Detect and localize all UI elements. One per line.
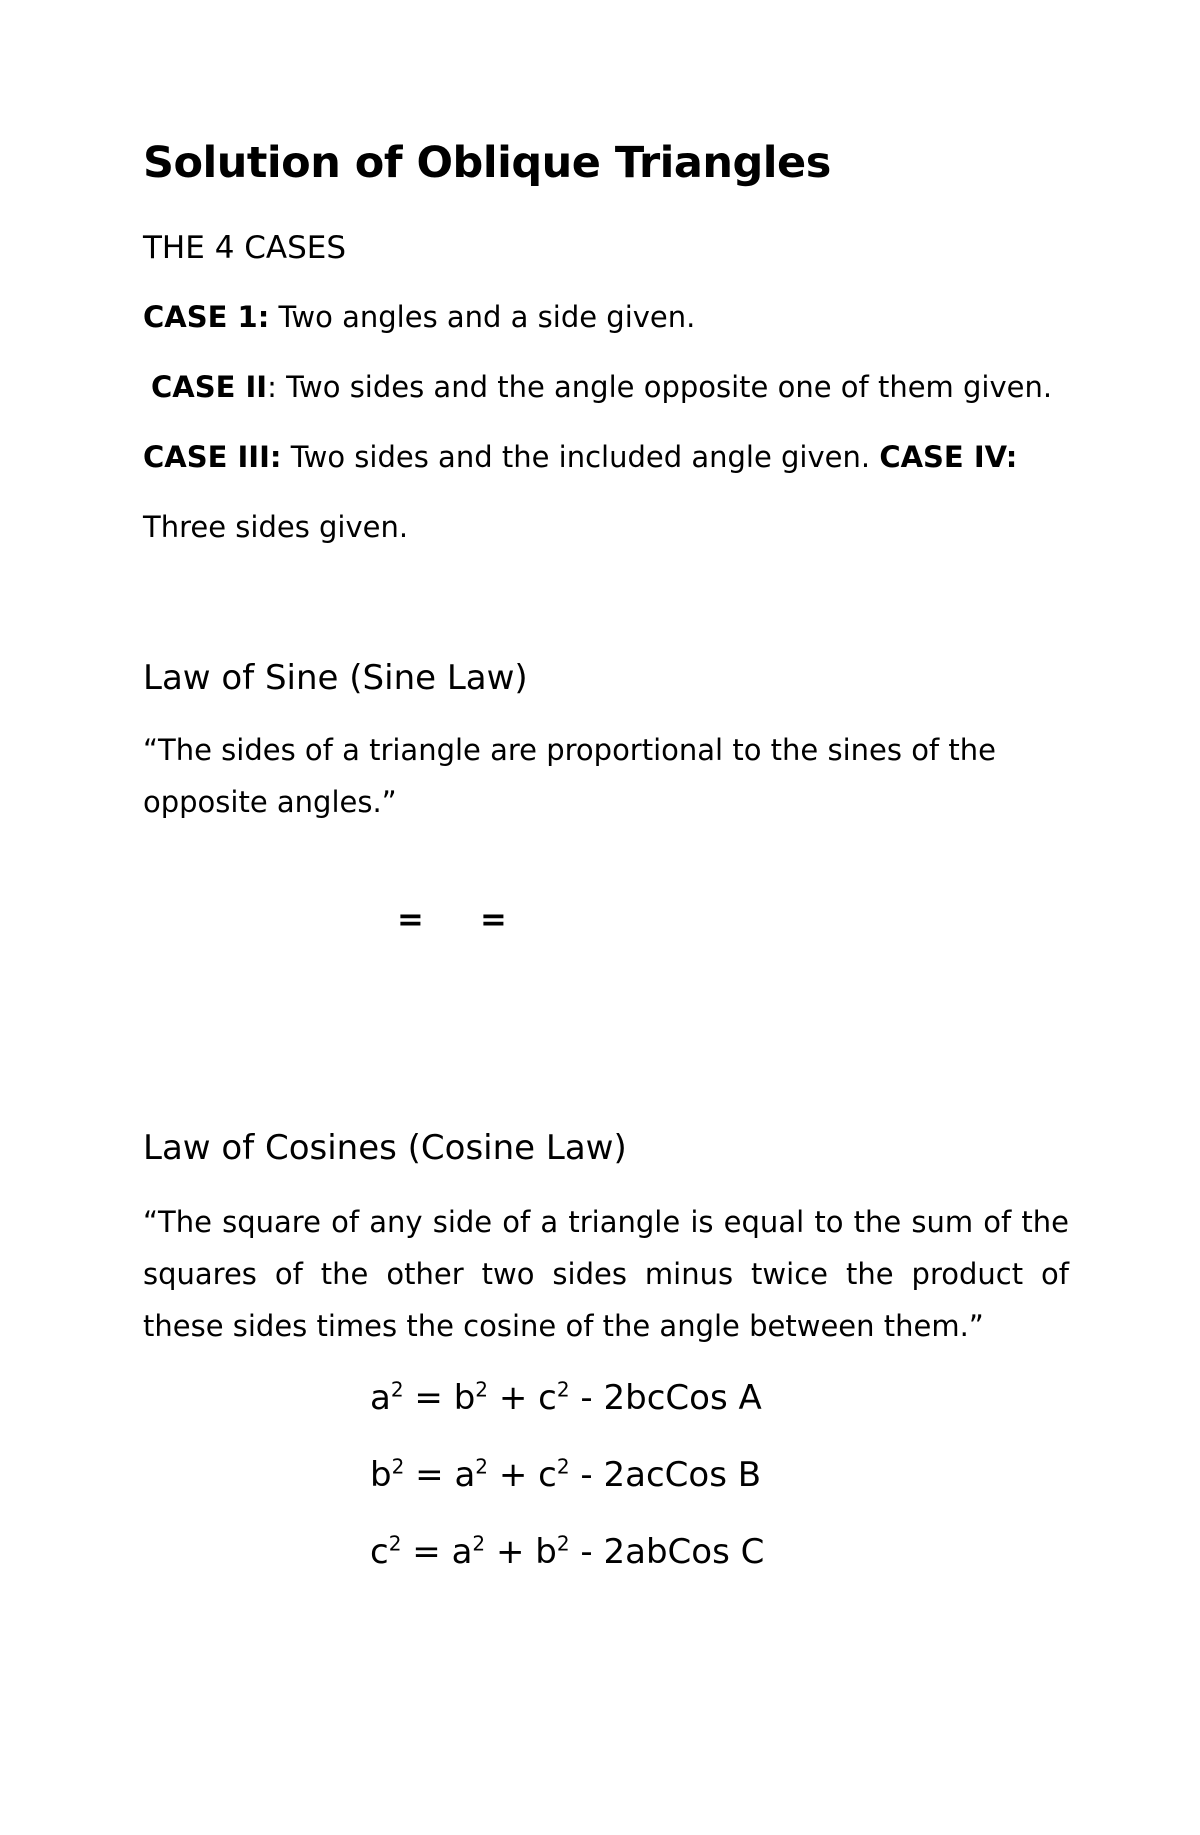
formula-lhs: b [370, 1455, 392, 1495]
formula-lhs: a [370, 1378, 391, 1418]
case-3-line [143, 440, 1017, 474]
formula-minus: - [580, 1532, 593, 1572]
formula-equals: = [414, 1378, 443, 1418]
cosine-law-heading: Law of Cosines (Cosine Law) [143, 1128, 627, 1168]
formula-rest: 2acCos B [603, 1455, 762, 1495]
case-2-line [151, 370, 1052, 404]
formula-term-1: a [454, 1455, 476, 1495]
formula-term-2: b [535, 1532, 557, 1572]
case-4-label: CASE IV: [879, 440, 1018, 474]
formula-plus: + [498, 1455, 528, 1495]
formula-exponent: 2 [556, 1531, 570, 1556]
formula-minus: - [580, 1378, 593, 1418]
formula-lhs: c [370, 1532, 389, 1572]
case-1-label: CASE 1: [143, 300, 270, 334]
formula-exponent: 2 [475, 1454, 489, 1479]
case-1-text: Two angles and a side given. [278, 300, 696, 334]
cosine-formula-c [370, 1532, 764, 1572]
formula-term-1: a [451, 1532, 473, 1572]
cosine-law-quote: “The square of any side of a triangle is equal to the sum of the squares of the other two sides minus twice the product of these sides times the cosine of the angle between them.” [143, 1205, 1069, 1343]
formula-exponent: 2 [556, 1377, 570, 1402]
formula-exponent: 2 [390, 1377, 404, 1402]
case-3-text: Two sides and the included angle given. [290, 440, 871, 474]
formula-rest: 2bcCos A [603, 1378, 762, 1418]
page-title: Solution of Oblique Triangles [143, 138, 831, 188]
formula-rest: 2abCos C [603, 1532, 765, 1572]
case-3-label: CASE III: [143, 440, 282, 474]
sine-law-equals-1: = [397, 900, 424, 938]
cases-heading: THE 4 CASES [143, 230, 347, 266]
formula-term-2: c [538, 1378, 557, 1418]
sine-law-heading: Law of Sine (Sine Law) [143, 658, 528, 698]
sine-law-quote: “The sides of a triangle are proportional to the sines of the opposite angles.” [143, 733, 996, 819]
case-4-text: Three sides given. [143, 510, 409, 544]
sine-law-equals-2: = [480, 900, 507, 938]
formula-equals: = [415, 1455, 444, 1495]
formula-exponent: 2 [475, 1377, 489, 1402]
formula-minus: - [580, 1455, 593, 1495]
cosine-formula-a [370, 1378, 762, 1418]
formula-equals: = [412, 1532, 441, 1572]
formula-exponent: 2 [472, 1531, 486, 1556]
case-2-label: CASE II [151, 370, 268, 404]
formula-exponent: 2 [388, 1531, 402, 1556]
formula-plus: + [495, 1532, 525, 1572]
case-4-line [143, 510, 408, 544]
case-2-text: : Two sides and the angle opposite one of them given. [267, 370, 1053, 404]
formula-term-1: b [453, 1378, 476, 1418]
formula-exponent: 2 [391, 1454, 405, 1479]
cosine-formula-b [370, 1455, 761, 1495]
formula-plus: + [498, 1378, 528, 1418]
formula-exponent: 2 [556, 1454, 570, 1479]
case-1-line [143, 300, 695, 334]
formula-term-2: c [538, 1455, 557, 1495]
